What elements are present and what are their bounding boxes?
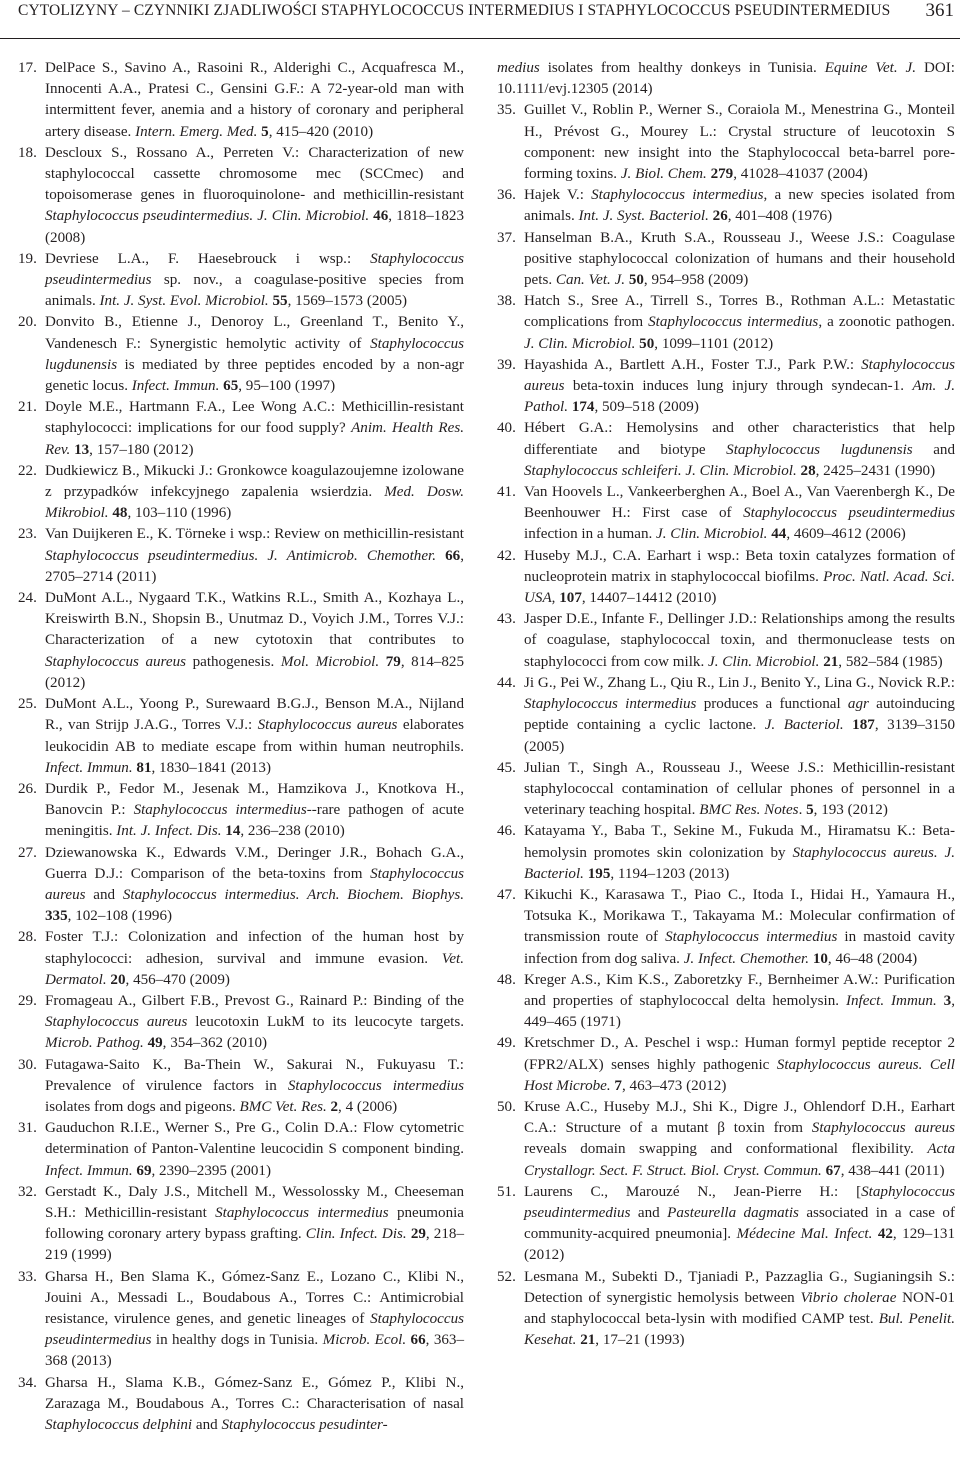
reference-text: , 14407–14412 (2010): [581, 590, 717, 607]
italic-text: Staphylococcus intermedius: [648, 314, 819, 331]
reference-item: [18, 1182, 464, 1267]
reference-text: Hajek V.:: [524, 187, 592, 204]
reference-number: 46.: [497, 823, 516, 840]
reference-item: [497, 100, 955, 185]
italic-text: Anim. Health Res. Rev.: [45, 420, 464, 458]
italic-text: Staphylococcus intermedius: [133, 802, 307, 819]
reference-text: , 3139–3150 (2005): [524, 717, 956, 755]
reference-text: Kruse A.C., Huseby M.J., Shi K., Digre J., Ohlendorf D.H., Earhart C.A.: Structure of a mutant β toxin from: [524, 1098, 955, 1137]
reference-item: [497, 1182, 955, 1267]
italic-text: Infect. Immun.: [45, 1162, 133, 1179]
reference-text: DOI: 10.1111/evj.12305 (2014): [497, 60, 955, 98]
reference-text: [379, 654, 386, 670]
reference-text: , 129–131 (2012): [524, 1226, 955, 1264]
volume-number: 279: [710, 166, 734, 183]
reference-text: Hanselman B.A., Kruth S.A., Rousseau J., Weese J.S.: Coagulase positive staphylococcal colonization of humans and their household pets.: [524, 229, 955, 289]
reference-item: [18, 588, 464, 694]
italic-text: Staphylococcus pseudintermedius. J. Antimicrob. Chemother.: [45, 547, 437, 564]
italic-text: J. Biol. Chem.: [620, 166, 707, 183]
reference-text: , 1830–1841 (2013): [151, 759, 271, 776]
reference-item: [18, 143, 464, 249]
reference-text: Foster T.J.: Colonization and infection of the human host by staphylococci: adhesion, survival and immune evasion.: [45, 929, 464, 967]
reference-text: , 193 (2012): [813, 802, 888, 819]
reference-text: Doyle M.E., Hartmann F.A., Lee Wong A.C.: Methicillin-resistant staphylococci: implications for our food supply?: [45, 399, 464, 437]
italic-text: Mol. Microbiol.: [280, 653, 380, 670]
italic-text: J. Infect. Chemother.: [683, 950, 810, 967]
reference-text: , 438–441 (2011): [840, 1162, 945, 1179]
reference-text: and: [85, 886, 123, 903]
italic-text: Infect. Immun.: [131, 378, 220, 395]
reference-item: [18, 1373, 464, 1437]
reference-number: 26.: [18, 780, 37, 797]
reference-text: [937, 993, 944, 1009]
volume-number: 28: [800, 462, 816, 479]
reference-number: 52.: [497, 1268, 516, 1285]
volume-number: 42: [877, 1226, 893, 1243]
reference-text: produces a functional: [696, 696, 848, 713]
reference-text: , 236–238 (2010): [240, 823, 345, 840]
italic-text: Microb. Ecol.: [322, 1332, 407, 1349]
italic-text: Infect. Immun.: [45, 759, 133, 776]
reference-item: [497, 1033, 955, 1097]
reference-number: 29.: [18, 992, 37, 1009]
reference-text: DuMont A.L., Nygaard T.K., Watkins R.L., Smith A., Kozhaya L., Kreiswirth B.N., Shopsin B., Unutmaz D., Voyich J.M., Torres V.J.: Characterization of a new cytotoxin that contributes to: [45, 590, 464, 649]
reference-item: [497, 1097, 955, 1182]
references-right-column: [497, 58, 955, 1351]
italic-text: Staphylococcus pseudintermedius: [524, 1183, 955, 1221]
italic-text: Staphylococcus aureus: [45, 653, 186, 670]
italic-text: Staphylococcus aureus. J. Bacteriol.: [524, 844, 955, 882]
volume-number: 29: [410, 1226, 426, 1243]
italic-text: Staphylococcus pseudintermedius: [743, 505, 955, 522]
italic-text: Acta Crystallogr. Sect. F. Struct. Biol. Cryst. Commun.: [524, 1141, 955, 1179]
reference-number: 25.: [18, 696, 37, 713]
reference-item: [497, 970, 955, 1034]
reference-number: 36.: [497, 187, 516, 204]
reference-text: , a new species isolated from animals.: [524, 187, 956, 225]
reference-item: [497, 546, 955, 610]
reference-text: , 2705–2714 (2011): [45, 547, 464, 585]
reference-number: 49.: [497, 1035, 516, 1052]
reference-text: , 463–473 (2012): [621, 1077, 727, 1094]
reference-number: 30.: [18, 1056, 37, 1073]
italic-text: Staphylococcus intermedius: [591, 187, 764, 204]
italic-text: Int. J. Infect. Dis.: [116, 823, 222, 840]
reference-item: [497, 228, 955, 292]
reference-text: Dziewanowska K., Edwards V.M., Deringer J.R., Bohach G.A., Guerra D.J.: Comparison of the beta-toxins from: [45, 844, 464, 882]
references-left-column: [18, 58, 464, 1436]
reference-item: [18, 991, 464, 1055]
reference-text: Laurens C., Marouzé N., Jean-Pierre H.: [: [524, 1183, 862, 1200]
volume-number: 81: [136, 759, 152, 776]
volume-number: 14: [225, 823, 241, 840]
reference-number: 38.: [497, 293, 516, 310]
reference-text: DuMont A.L., Yoong P., Surewaard B.G.J., Benson M.A., Nijland R., van Strijp J.A.G., Torres V.J.:: [45, 696, 464, 734]
reference-text: infection in a human.: [524, 526, 657, 543]
italic-text: Equine Vet. J.: [824, 60, 917, 76]
reference-item: [497, 609, 955, 673]
italic-text: Proc. Natl. Acad. Sci. USA: [524, 568, 955, 607]
italic-text: BMC Res. Notes: [699, 802, 799, 819]
reference-number: 47.: [497, 886, 516, 903]
reference-text: and: [192, 1417, 222, 1433]
running-header: [0, 0, 960, 39]
volume-number: 55: [272, 293, 288, 310]
italic-text: Staphylococcus pseudintermedius: [45, 1310, 464, 1349]
reference-item: [18, 1055, 464, 1119]
volume-number: 13: [74, 441, 90, 458]
reference-text: , 102–108 (1996): [67, 908, 173, 925]
italic-text: Staphylococcus pesudinter-: [221, 1417, 388, 1433]
reference-text: , 1099–1101 (2012): [654, 335, 774, 352]
reference-text: Descloux S., Rossano A., Perreten V.: Characterization of new staphylococcal cassette chromosome mec (SCCmec) and topoisomerase genes in fluoroquinolone- and methicillin-resistant: [45, 144, 464, 204]
reference-text: , 4609–4612 (2006): [786, 526, 906, 543]
reference-text: in healthy dogs in Tunisia.: [151, 1332, 323, 1349]
volume-number: 66: [410, 1332, 426, 1349]
italic-text: Int. J. Syst. Bacteriol.: [578, 208, 709, 225]
volume-number: 44: [771, 526, 787, 543]
reference-text: Hayashida A., Bartlett A.H., Foster T.J., Park P.W.:: [524, 356, 862, 373]
reference-text: Fromageau A., Gilbert F.B., Prevost G., Rainard P.: Binding of the: [45, 992, 464, 1009]
reference-text: , 354–362 (2010): [162, 1035, 268, 1052]
reference-item: [18, 524, 464, 588]
italic-text: Intern. Emerg. Med.: [135, 123, 258, 140]
reference-text: Huseby M.J., C.A. Earhart i wsp.: Beta toxin catalyzes formation of nucleoprotein matrix in staphylococcal biofilms.: [524, 547, 955, 585]
italic-text: Staphylococcus schleiferi. J. Clin. Microbiol.: [524, 462, 797, 479]
reference-number: 33.: [18, 1268, 37, 1285]
reference-number: 22.: [18, 462, 37, 479]
volume-number: 10: [812, 950, 828, 967]
reference-item: [497, 758, 955, 822]
italic-text: medius: [497, 60, 540, 76]
reference-text: sp. nov., a coagulase-positive species from animals.: [45, 272, 464, 310]
italic-text: Clin. Infect. Dis.: [305, 1226, 407, 1243]
reference-text: Kretschmer D., A. Peschel i wsp.: Human formyl peptide receptor 2 (FPR2/ALX) senses highly pathogenic: [524, 1035, 955, 1073]
reference-text: , 363–368 (2013): [45, 1332, 465, 1370]
reference-text: , 41028–41037 (2004): [733, 166, 868, 183]
reference-number: 43.: [497, 611, 516, 628]
reference-item: [18, 461, 464, 525]
reference-text: Van Duijkeren E., K. Törneke i wsp.: Review on methicillin-resistant: [45, 526, 464, 543]
reference-number: 41.: [497, 484, 516, 501]
reference-text: Gerstadt K., Daly J.S., Mitchell M., Wessolossky M., Cheeseman S.H.: Methicillin-resistant: [45, 1183, 464, 1221]
italic-text: Staphylococcus intermedius: [524, 696, 697, 713]
reference-number: 51.: [497, 1183, 516, 1200]
reference-text: , 456–470 (2009): [125, 971, 230, 988]
reference-text: [844, 717, 853, 733]
reference-text: , a zoonotic pathogen.: [818, 314, 955, 331]
reference-text: autoinducing peptide containing a cyclic lactone.: [524, 696, 955, 734]
volume-number: 50: [628, 272, 644, 289]
reference-text: Futagawa-Saito K., Ba-Thein W., Sakurai N., Fukuyasu T.: Prevalence of virulence factors in: [45, 1056, 464, 1094]
volume-number: 20: [110, 971, 126, 988]
volume-number: 50: [639, 335, 655, 352]
reference-text: Dudkiewicz B., Mikucki J.: Gronkowce koagulazoujemne izolowane z przypadków infekcyjnego zapalenia wsierdzia.: [45, 462, 464, 501]
reference-item: [18, 249, 464, 313]
reference-text: Hatch S., Sree A., Tirrell S., Torres B., Rothman A.L.: Metastatic complications from: [524, 293, 955, 331]
reference-text: Jasper D.E., Infante F., Dellinger J.D.: Relationships among the results of coagulase, staphylococcal toxin, and thermonuclease tests on staphylococci from cow milk.: [524, 611, 955, 670]
reference-number: 20.: [18, 314, 37, 331]
reference-text: associated in a case of community-acquired pneumonia].: [524, 1204, 955, 1243]
reference-text: Devriese L.A., F. Haesebrouck i wsp.:: [45, 250, 371, 267]
volume-number: 195: [587, 865, 611, 882]
reference-number: 32.: [18, 1183, 37, 1200]
italic-text: Staphylococcus aureus: [257, 717, 398, 734]
italic-text: Staphylococcus lugdunensis: [45, 335, 464, 373]
reference-text: , 2390–2395 (2001): [151, 1162, 271, 1179]
reference-item: [18, 58, 464, 143]
italic-text: BMC Vet. Res.: [239, 1098, 327, 1115]
reference-text: , 17–21 (1993): [595, 1332, 685, 1349]
italic-text: Staphylococcus delphini: [45, 1417, 193, 1433]
italic-text: Int. J. Syst. Evol. Microbiol.: [99, 293, 269, 310]
reference-text: pneumonia following coronary artery bypass grafting.: [45, 1204, 465, 1243]
reference-text: pathogenesis.: [186, 653, 281, 670]
volume-number: 5: [261, 123, 269, 140]
reference-number: 37.: [497, 229, 516, 246]
italic-text: Can. Vet. J.: [555, 272, 626, 289]
italic-text: agr: [847, 696, 869, 713]
italic-text: Staphylococcus aureus: [45, 1014, 188, 1031]
italic-text: Médecine Mal. Infect.: [736, 1226, 873, 1243]
volume-number: 174: [571, 399, 595, 416]
reference-text: --rare pathogen of acute meningitis.: [45, 802, 464, 840]
reference-text: Guillet V., Roblin P., Werner S., Coraiola M., Menestrina G., Monteil H., Prévost G., Mourey L.: Crystal structure of leucotoxin S component: new insight into the Staphylococcal beta-barrel pore-forming toxins.: [524, 102, 955, 183]
reference-text: DelPace S., Savino A., Rasoini R., Alderighi C., Acquafresca M., Innocenti A.A., Pratesi C., Gensini G.F.: A 72-year-old man with intermittent fever, anemia and a history of coronary and peripheral artery disease.: [45, 60, 464, 140]
volume-number: 2: [330, 1098, 339, 1115]
italic-text: Infect. Immun.: [845, 992, 937, 1009]
reference-number: 50.: [497, 1098, 516, 1115]
reference-number: 34.: [18, 1374, 37, 1391]
italic-text: Microb. Pathog.: [45, 1035, 144, 1052]
page-number: 361: [925, 0, 954, 21]
reference-item: [18, 843, 464, 928]
volume-number: 5: [806, 802, 814, 819]
reference-number: 45.: [497, 759, 516, 776]
volume-number: 79: [385, 653, 401, 670]
reference-item: [497, 885, 955, 970]
italic-text: J. Bacteriol.: [764, 717, 844, 734]
italic-text: Staphylococcus intermedius. Arch. Biochem. Biophys.: [122, 886, 464, 903]
italic-text: J. Clin. Microbiol.: [656, 526, 768, 543]
italic-text: Staphylococcus aureus: [811, 1120, 956, 1137]
reference-item: [497, 673, 955, 758]
italic-text: Vibrio cholerae: [800, 1289, 897, 1306]
reference-text: , 2425–2431 (1990): [815, 462, 936, 479]
reference-item: [497, 821, 955, 885]
reference-item: [18, 779, 464, 843]
reference-number: 39.: [497, 356, 516, 373]
italic-text: J. Clin. Microbiol.: [708, 653, 820, 670]
reference-text: in mastoid cavity infection from dog saliva.: [524, 929, 955, 967]
italic-text: Am. J. Pathol.: [524, 378, 956, 416]
volume-number: 69: [136, 1162, 152, 1179]
reference-item: [18, 1118, 464, 1182]
reference-item: [18, 1267, 464, 1373]
reference-continuation: [497, 58, 955, 100]
italic-text: J. Clin. Microbiol.: [524, 335, 636, 352]
volume-number: 3: [943, 992, 952, 1009]
reference-text: , 415–420 (2010): [268, 123, 374, 140]
italic-text: Staphylococcus lugdunensis: [726, 441, 913, 458]
italic-text: Staphylococcus pseudintermedius. J. Clin. Microbiol.: [45, 208, 370, 225]
volume-number: 66: [445, 547, 461, 564]
reference-number: 44.: [497, 674, 516, 691]
italic-text: Bul. Penelit. Kesehat.: [524, 1310, 955, 1349]
volume-number: 67: [825, 1162, 841, 1179]
reference-item: [497, 291, 955, 355]
italic-text: Pasteurella dagmatis: [667, 1204, 799, 1221]
reference-number: 19.: [18, 250, 37, 267]
volume-number: 107: [559, 590, 582, 607]
reference-item: [497, 418, 955, 482]
reference-text: Lesmana M., Subekti D., Tjaniadi P., Pazzaglia G., Sugianingsih S.: Detection of synergistic hemolysis between: [524, 1268, 955, 1306]
reference-number: 18.: [18, 144, 37, 161]
reference-number: 31.: [18, 1120, 37, 1137]
reference-text: Kreger A.S., Kim K.S., Zaboretzky F., Bernheimer A.W.: Purification and properties of staphylococcal delta hemolysin.: [524, 971, 955, 1009]
reference-text: [436, 548, 445, 564]
reference-text: Julian T., Singh A., Rousseau J., Weese J.S.: Methicillin-resistant staphylococcal contamination of cellular phones of personnel in a veterinary teaching hospital.: [524, 759, 955, 819]
italic-text: Med. Dosw. Mikrobiol.: [45, 484, 464, 522]
reference-text: .: [798, 802, 807, 819]
reference-item: [497, 355, 955, 419]
reference-text: elaborates leukocidin AB to mediate escape from within human neutrophils.: [45, 717, 464, 755]
volume-number: 187: [852, 717, 875, 734]
reference-text: and: [630, 1204, 668, 1221]
reference-text: , 401–408 (1976): [727, 208, 833, 225]
italic-text: Staphylococcus aureus: [524, 356, 955, 395]
italic-text: Staphylococcus pseudintermedius: [45, 250, 464, 289]
reference-text: , 218–219 (1999): [45, 1226, 464, 1264]
reference-item: [497, 185, 955, 227]
italic-text: Staphylococcus aureus. Cell Host Microbe.: [524, 1056, 955, 1094]
reference-text: , 814–825 (2012): [45, 653, 465, 691]
reference-text: beta-toxin induces lung injury through syndecan-1.: [564, 378, 913, 395]
reference-text: , 1569–1573 (2005): [287, 293, 408, 310]
italic-text: Staphylococcus intermedius: [665, 929, 838, 946]
reference-text: Kikuchi K., Karasawa T., Piao C., Itoda I., Hidai H., Yamaura H., Totsuka K., Morikawa T., Takayama M.: Molecular confirmation of transmission route of: [524, 886, 955, 946]
italic-text: Vet. Dermatol.: [45, 950, 464, 988]
reference-text: Gauduchon R.I.E., Werner S., Pre G., Colin D.A.: Flow cytometric determination of Panton-Valentine leucocidin S component binding.: [45, 1120, 464, 1158]
volume-number: 7: [614, 1077, 622, 1094]
reference-text: reveals domain swapping and conformational flexibility.: [524, 1141, 928, 1158]
reference-text: isolates from healthy donkeys in Tunisia.: [539, 60, 825, 76]
reference-text: , 157–180 (2012): [89, 441, 194, 458]
reference-number: 48.: [497, 971, 516, 988]
reference-text: , 582–584 (1985): [838, 653, 943, 670]
reference-text: and: [912, 441, 956, 458]
reference-text: , 46–48 (2004): [827, 950, 918, 967]
reference-text: Van Hoovels L., Vankeerberghen A., Boel A., Van Vaerenbergh K., De Beenhouwer H.: First case of: [524, 484, 955, 522]
volume-number: 49: [147, 1035, 163, 1052]
reference-text: Ji G., Pei W., Zhang L., Qiu R., Lin J., Benito Y., Lina G., Novick R.P.:: [524, 674, 955, 691]
reference-number: 40.: [497, 420, 516, 437]
reference-item: [18, 397, 464, 461]
reference-text: , 103–110 (1996): [127, 505, 232, 522]
reference-text: , 1818–1823 (2008): [45, 208, 464, 246]
reference-number: 35.: [497, 102, 516, 119]
volume-number: 48: [112, 505, 128, 522]
reference-text: ,: [551, 590, 560, 607]
volume-number: 26: [712, 208, 728, 225]
reference-text: , 95–100 (1997): [238, 378, 336, 395]
reference-text: , 1194–1203 (2013): [610, 865, 730, 882]
volume-number: 65: [223, 378, 239, 395]
italic-text: Staphylococcus intermedius: [287, 1077, 464, 1094]
volume-number: 21: [580, 1332, 596, 1349]
reference-number: 42.: [497, 547, 516, 564]
reference-text: is mediated by three peptides encoded by a non-agr genetic locus.: [45, 356, 464, 395]
italic-text: Staphylococcus intermedius: [215, 1204, 389, 1221]
reference-item: [18, 694, 464, 779]
reference-text: NON-01 and staphylococcal beta-lysin with modified CAMP test.: [524, 1289, 955, 1327]
volume-number: 46: [373, 208, 389, 225]
reference-number: 23.: [18, 526, 37, 543]
reference-text: , 509–518 (2009): [594, 399, 699, 416]
reference-text: , 449–465 (1971): [524, 992, 955, 1031]
reference-text: leucotoxin LukM to its leucocyte targets.: [187, 1014, 464, 1031]
reference-number: 17.: [18, 60, 37, 76]
reference-text: Gharsa H., Slama K.B., Gómez-Sanz E., Gómez P., Klibi N., Zarazaga M., Boudabous A., Torres C.: Characterisation of nasal: [45, 1374, 464, 1412]
reference-number: 21.: [18, 399, 37, 416]
reference-text: , 954–958 (2009): [643, 272, 749, 289]
reference-text: Hébert G.A.: Hemolysins and other characteristics that help differentiate and biotype: [524, 420, 955, 458]
reference-text: Katayama Y., Baba T., Sekine M., Fukuda M., Hiramatsu K.: Beta-hemolysin promotes skin colonization by: [524, 823, 955, 861]
reference-number: 28.: [18, 929, 37, 946]
reference-item: [497, 1267, 955, 1352]
reference-number: 27.: [18, 844, 37, 861]
reference-text: Gharsa H., Ben Slama K., Gómez-Sanz E., Lozano C., Klibi N., Jouini A., Messadi L., Boudabous A., Torres C.: Antimicrobial resistance, virulence genes, and genetic lineages of: [45, 1268, 464, 1327]
volume-number: 335: [45, 908, 68, 925]
reference-text: Durdik P., Fedor M., Jesenak M., Hamzikova J., Knotkova H., Banovcin P.:: [45, 780, 464, 819]
running-title: CYTOLIZYNY – CZYNNIKI ZJADLIWOŚCI STAPHYLOCOCCUS INTERMEDIUS I STAPHYLOCOCCUS PSEUDINTERMEDIUS: [18, 2, 891, 19]
reference-text: , 4 (2006): [338, 1098, 398, 1115]
reference-number: 24.: [18, 590, 37, 607]
italic-text: Staphylococcus aureus: [45, 865, 464, 903]
reference-item: [497, 482, 955, 546]
reference-item: [18, 312, 464, 397]
reference-text: Donvito B., Etienne J., Denoroy L., Greenland T., Benito Y., Vandenesch F.: Synergistic hemolytic activity of: [45, 314, 464, 352]
reference-text: isolates from dogs and pigeons.: [45, 1098, 240, 1115]
volume-number: 21: [823, 653, 839, 670]
reference-item: [18, 927, 464, 991]
